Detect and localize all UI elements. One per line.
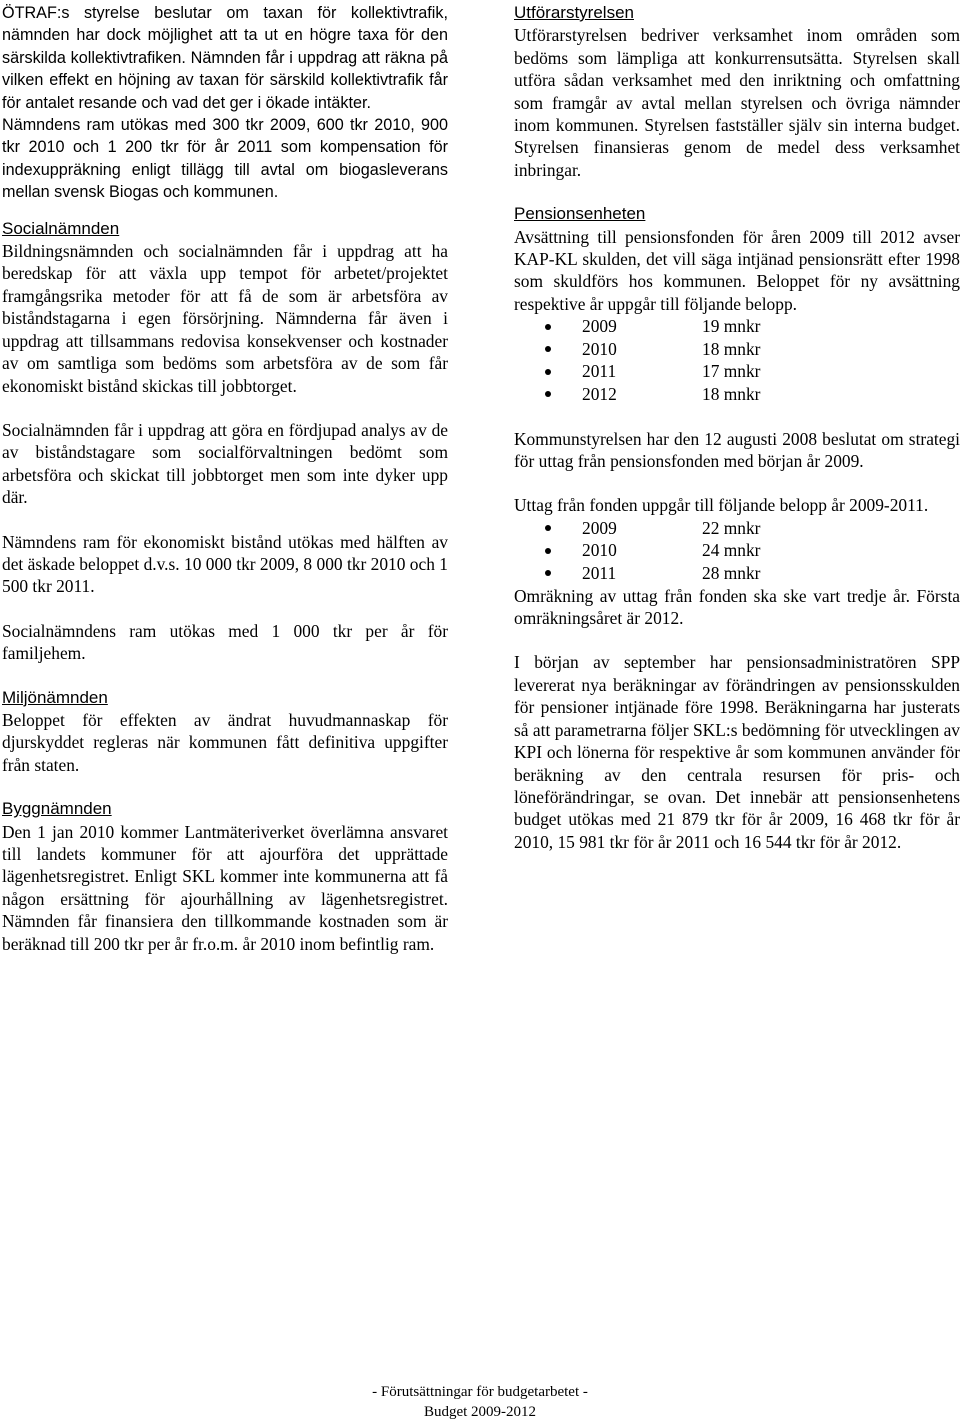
withdrawal-list <box>514 517 960 585</box>
social-paragraph-1: Bildningsnämnden och socialnämnden får i uppdrag att ha beredskap för att växla upp tempot för arbetet/projektet framgångsrika metoder för att få de som är arbetsföra av biståndstagarna i egen försörjning. Nämnderna får även i uppdrag att tillsammans redovisa konsekvenser och kostnader av om samtliga som bedöms som arbetsföra av de som får ekonomiskt bistånd skickas till jobbtorget. <box>2 241 448 396</box>
bullet-icon <box>545 369 551 375</box>
miljo-paragraph: Beloppet för effekten av ändrat huvudmannaskap för djurskyddet regleras när kommunen fått definitiva uppgifter från staten. <box>2 709 448 775</box>
social-paragraph-3: Nämndens ram för ekonomiskt bistånd utökas med hälften av det äskade beloppet d.v.s. 10 000 tkr 2009, 8 000 tkr 2010 och 1 500 tkr 2011. <box>2 531 448 597</box>
social-paragraph-4: Socialnämndens ram utökas med 1 000 tkr per år för familjehem. <box>2 620 448 664</box>
pension-paragraph-2: Kommunstyrelsen har den 12 augusti 2008 beslutat om strategi för uttag från pensionsfonden med början år 2009. <box>514 428 960 472</box>
bullet-icon <box>545 570 551 576</box>
page-footer-budget: Budget 2009-2012 <box>423 1404 537 1420</box>
left-column <box>2 2 448 955</box>
social-paragraph-2: Socialnämnden får i uppdrag att göra en fördjupad analys av de av biståndstagare som socialförvaltningen bedömt som arbetsföra och skickat till jobbtorget men som inte dyker upp där. <box>2 419 448 508</box>
list-item: 2010 18 mnkr <box>514 338 960 361</box>
bygg-paragraph: Den 1 jan 2010 kommer Lantmäteriverket överlämna ansvaret till landets kommuner för att ajourföra det upprättade lägenhetsregistret. Enligt SKL kommer inte kommunerna att få någon ersättning för ajourhållning av lägenhetsregistret. Nämnden får finansiera den tillkommande kostnaden som är beräknad till 200 tkr per år fr.o.m. år 2010 inom befintlig ram. <box>2 821 448 954</box>
socialnamnden-heading: Socialnämnden <box>2 218 120 238</box>
bullet-icon <box>545 525 551 531</box>
biogas-paragraph: Nämndens ram utökas med 300 tkr 2009, 600 tkr 2010, 900 tkr 2010 och 1 200 tkr för år 2011 som kompensation för indexuppräkning enligt tillägg till avtal om biogasleverans mellan svensk Biogas och kommunen. <box>2 116 448 202</box>
pensionsenheten-heading: Pensionsenheten <box>514 204 646 224</box>
utforarstyrelsen-heading: Utförarstyrelsen <box>514 3 634 22</box>
utfor-paragraph: Utförarstyrelsen bedriver verksamhet inom områden som bedöms som lämpliga att konkurrensutsätta. Styrelsen skall utföra sådan verksamhet med den inriktning och omfattning som framgår av avtal mellan styrelsen och övriga nämnder inom kommunen. Styrelsen fastställer själv sin interna budget. Styrelsen finansieras genom de medel dess verksamhet inbringar. <box>514 25 960 180</box>
bullet-icon <box>545 324 551 330</box>
pension-paragraph-5: I början av september har pensionsadministratören SPP levererat nya beräkningar av förändringen av pensionsskulden för pensioner intjänade före 1998. Beräkningarna har justerats så att parametrarna följer SKL:s bedömning för utvecklingen av KPI och lönerna för respektive år som kommunen använder för beräkning av den centrala resursen för pris- och löneförändringar, se ovan. Det innebär att pensionsenhetens budget utökas med 21 879 tkr för år 2009, 16 468 tkr för år 2010, 15 981 tkr för år 2011 och 16 544 tkr för år 2012. <box>514 652 960 852</box>
list-item: 2010 24 mnkr <box>514 539 960 562</box>
pension-paragraph-4: Omräkning av uttag från fonden ska ske vart tredje år. Första omräkningsåret är 2012. <box>514 585 960 629</box>
list-item: 2009 19 mnkr <box>514 315 960 338</box>
pension-paragraph-3: Uttag från fonden uppgår till följande belopp år 2009-2011. <box>514 495 929 516</box>
list-item: 2011 28 mnkr <box>514 562 960 585</box>
miljonamnden-heading: Miljönämnden <box>2 687 108 707</box>
page-footer-title: - Förutsättningar för budgetarbetet - <box>372 1384 588 1400</box>
list-item: 2011 17 mnkr <box>514 360 960 383</box>
bullet-icon <box>545 548 551 554</box>
pension-paragraph-1: Avsättning till pensionsfonden för åren 2009 till 2012 avser KAP-KL skulden, det vill säga intjänad pensionsrätt efter 1998 som skuldförs hos kommunen. Beloppet för ny avsättning respektive år uppgår till följande belopp. <box>514 226 960 314</box>
bullet-icon <box>545 391 551 397</box>
allocation-list <box>514 315 960 405</box>
ostraf-paragraph: ÖTRAF:s styrelse beslutar om taxan för kollektivtrafik, nämnden har dock möjlighet att ta ut en högre taxa för den särskilda kollektivtrafiken. Nämnden får i uppdrag att räkna på vilken effekt en höjning av taxan för särskild kollektivtrafik får för antalet resande och vad det ger i ökade intäkter. <box>2 4 448 112</box>
list-item: 2009 22 mnkr <box>514 517 960 540</box>
byggnamnden-heading: Byggnämnden <box>2 799 112 819</box>
list-item: 2012 18 mnkr <box>514 383 960 406</box>
right-column <box>514 2 960 853</box>
bullet-icon <box>545 346 551 352</box>
